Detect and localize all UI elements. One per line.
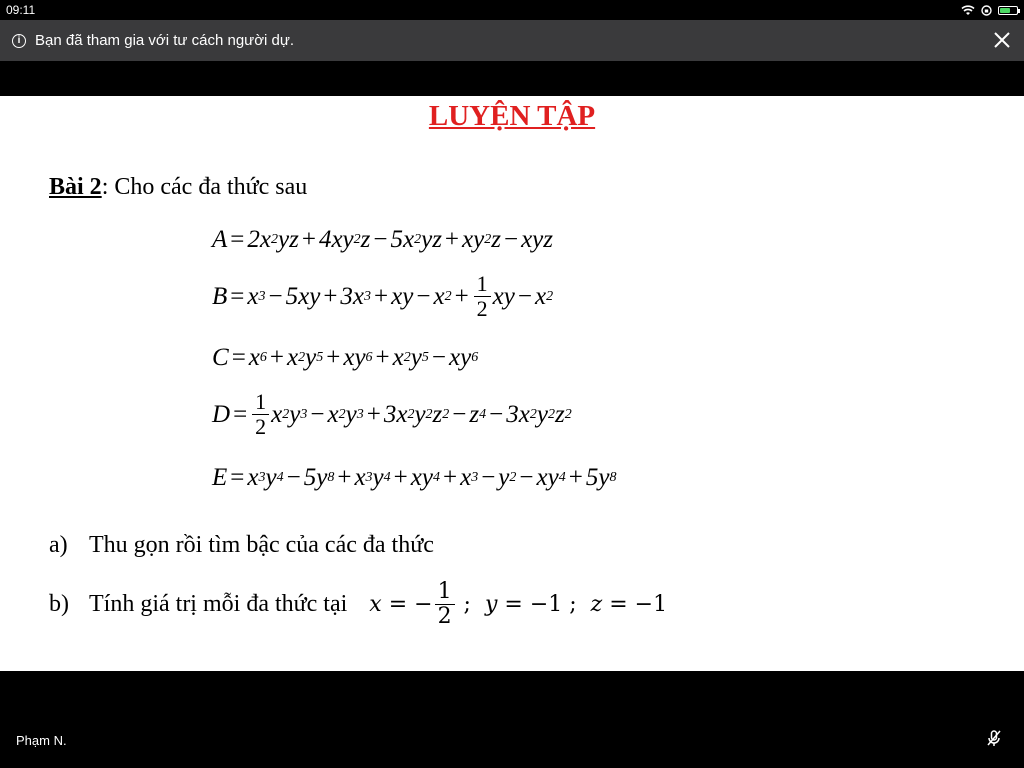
formula-e: E = x 3 y 4 − 5y 8 + x 3 y 4 + xy 4 + x 3 − y 2 − xy 4 + 5y 8 [212, 464, 617, 491]
fraction-half: $\frac{1}{2}$ [252, 390, 269, 439]
formula-e-var: E [212, 464, 228, 491]
exercise-label: Bài 2 [49, 174, 102, 200]
shared-slide [0, 96, 1024, 671]
slide-title: LUYỆN TẬP [428, 100, 596, 132]
formula-b: B = x 3 − 5xy + 3x 3 + xy − x 2 + $\frac{1}{2}$ xy − x 2 [212, 271, 554, 321]
close-button[interactable] [988, 26, 1016, 54]
formula-c-var: C [212, 344, 229, 371]
part-b-text: Tính giá trị mỗi đa thức tại [89, 591, 348, 617]
wifi-icon [961, 5, 975, 16]
formula-a: A = 2x 2 yz + 4xy 2 z − 5x 2 yz + xy 2 z − xyz [212, 226, 553, 253]
info-icon: i [12, 34, 26, 48]
fraction-half: $\frac{1}{2}$ [435, 580, 455, 629]
microphone-muted-icon[interactable] [984, 728, 1004, 748]
fraction-half: $\frac{1}{2}$ [474, 272, 491, 321]
part-b-label: b) [49, 591, 69, 617]
status-time: 09:11 [6, 3, 36, 17]
notification-banner [0, 20, 1024, 61]
exercise-text: : Cho các đa thức sau [101, 174, 308, 200]
orientation-lock-icon [981, 5, 992, 16]
exercise-heading [49, 174, 307, 201]
part-a-text: Thu gọn rồi tìm bậc của các đa thức [89, 532, 434, 558]
part-a [49, 532, 434, 559]
formula-d: D = $\frac{1}{2}$ x 2 y 3 − x 2 y 3 + 3x 2 y 2 z 2 − z 4 − 3x 2 y 2 z 2 [212, 389, 572, 439]
part-a-label: a) [49, 532, 68, 558]
evaluation-values: x = − $\frac{1}{2}$ ; y = −1 ; z = −1 [369, 579, 668, 629]
battery-icon [998, 6, 1018, 15]
participant-name: Phạm N. [16, 733, 67, 748]
part-b [49, 580, 667, 629]
status-icons [961, 5, 1018, 16]
banner-message: Bạn đã tham gia với tư cách người dự. [35, 32, 295, 49]
status-bar [0, 0, 1024, 20]
close-icon [994, 32, 1010, 48]
formula-a-var: A [212, 226, 228, 253]
formula-c: C = x 6 + x 2 y 5 + xy 6 + x 2 y 5 − xy 6 [212, 344, 479, 371]
formula-b-var: B [212, 282, 228, 310]
formula-d-var: D [212, 400, 231, 428]
